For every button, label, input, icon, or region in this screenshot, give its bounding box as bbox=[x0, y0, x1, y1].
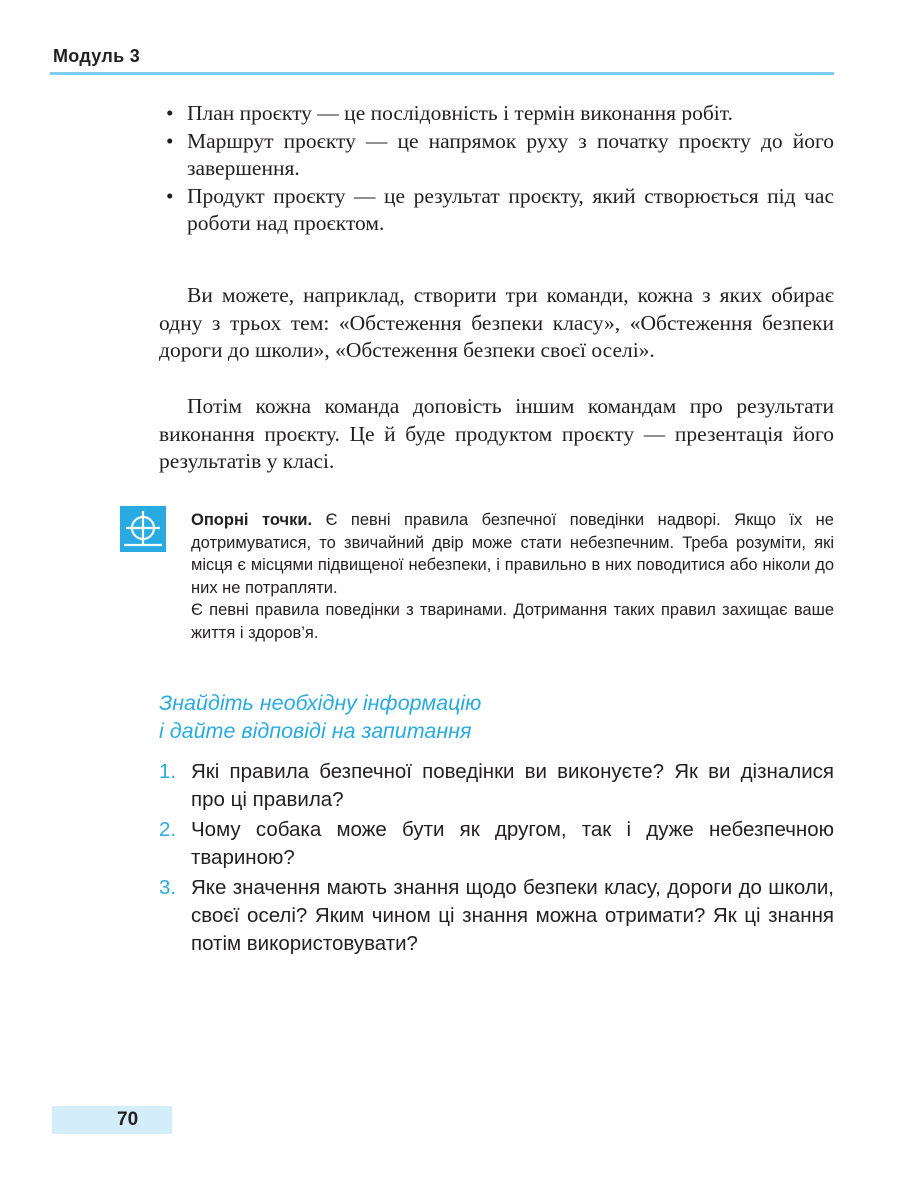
keypoints-text: Є певні правила безпечної поведінки надворі. Якщо їх не дотримуватися, то звичайний двір може стати небезпечним. Треба розуміти, які місця є місцями підвищеної небезпеки, і правильно в них поводитися або ніколи до них не потрапляти. bbox=[191, 511, 834, 597]
bullet-mark: • bbox=[166, 101, 174, 125]
task-heading-line-2: і дайте відповіді на запитання bbox=[159, 719, 472, 743]
question-number: 2. bbox=[159, 818, 177, 841]
keypoints-block bbox=[191, 509, 834, 644]
list-item-text: План проєкту — це послідовність і термін виконання робіт. bbox=[187, 101, 733, 125]
list-item bbox=[159, 183, 834, 238]
question-text: Яке значення мають знання щодо безпеки класу, дороги до школи, своєї оселі? Яким чином ці знання можна отримати? Як ці знання потім використовувати? bbox=[191, 876, 834, 955]
keypoints-paragraph-2: Є певні правила поведінки з тваринами. Дотримання таких правил захищає ваше життя і здоров’я. bbox=[191, 601, 834, 642]
bullet-mark: • bbox=[166, 183, 174, 208]
page-number-background bbox=[52, 1106, 172, 1134]
question-number: 3. bbox=[159, 876, 177, 899]
list-item bbox=[159, 128, 834, 183]
project-definitions-list bbox=[159, 100, 834, 238]
task-heading bbox=[159, 689, 481, 745]
page-number: 70 bbox=[117, 1109, 139, 1130]
paragraph-teams: Ви можете, наприклад, створити три команди, кожна з яких обирає одну з трьох тем: «Обстеження безпеки класу», «Обстеження безпеки дороги до школи», «Обстеження безпеки своєї оселі». bbox=[159, 283, 834, 362]
keypoints-paragraph bbox=[191, 509, 834, 599]
target-crosshair-icon bbox=[120, 506, 166, 552]
question-text: Які правила безпечної поведінки ви виконуєте? Як ви дізналися про ці правила? bbox=[191, 760, 834, 811]
paragraph-results: Потім кожна команда доповість іншим командам про результати виконання проєкту. Це й буде продуктом проєкту — презентація його результатів у класі. bbox=[159, 394, 834, 473]
list-item bbox=[159, 100, 834, 128]
question-item bbox=[159, 758, 834, 814]
question-text: Чому собака може бути як другом, так і дуже небезпечною твариною? bbox=[191, 818, 834, 869]
header-divider bbox=[50, 72, 834, 75]
module-header: Модуль 3 bbox=[53, 46, 141, 66]
bullet-mark: • bbox=[166, 128, 174, 153]
task-heading-line-1: Знайдіть необхідну інформацію bbox=[159, 691, 482, 715]
keypoints-title: Опорні точки. bbox=[191, 511, 313, 529]
questions-list bbox=[159, 758, 834, 960]
question-item bbox=[159, 874, 834, 958]
list-item-text: Маршрут проєкту — це напрямок руху з початку проєкту до його завершення. bbox=[187, 128, 834, 180]
question-item bbox=[159, 816, 834, 872]
question-number: 1. bbox=[159, 760, 177, 783]
list-item-text: Продукт проєкту — це результат проєкту, який створюється під час роботи над проєктом. bbox=[187, 183, 834, 235]
